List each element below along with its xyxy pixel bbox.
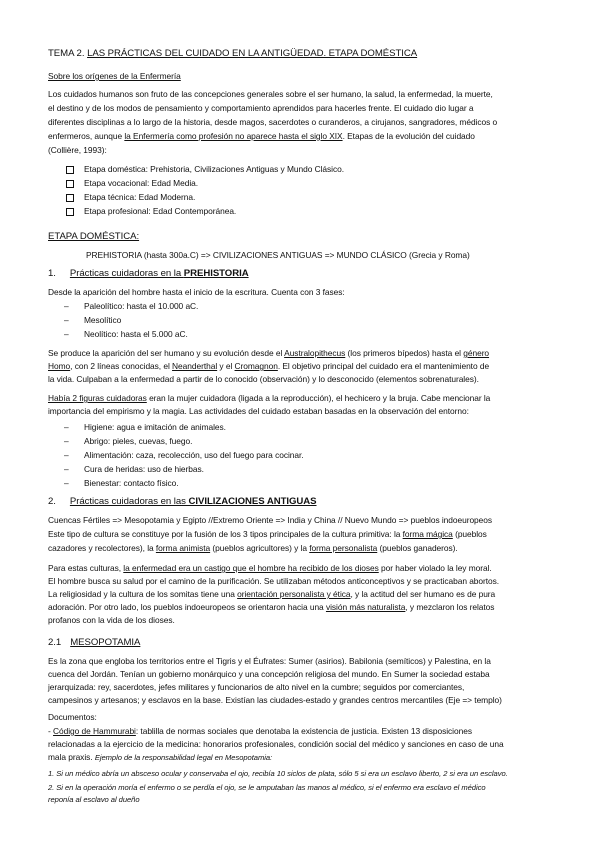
text-segment: (pueblos agricultores) y la bbox=[210, 543, 310, 553]
section-number: 2. bbox=[48, 496, 56, 507]
text-segment: Este tipo de cultura se constituye por la fusión de los 3 tipos principales de la cultura primitiva: la bbox=[48, 529, 403, 539]
section-2-1-heading bbox=[48, 637, 140, 648]
documents-label: Documentos: bbox=[48, 712, 97, 722]
code-line1 bbox=[48, 726, 472, 737]
section-2-p2-line2: El hombre busca su salud por el camino de la purificación. Se utilizaban métodos anticonceptivos y se practicaban abortos. bbox=[48, 576, 500, 586]
text-underlined: visión más naturalista bbox=[325, 602, 406, 612]
checkbox-icon bbox=[66, 208, 74, 216]
text-segment: , y mezclaron los relatos bbox=[405, 602, 495, 612]
stage-item: Etapa doméstica: Prehistoria, Civilizaciones Antiguas y Mundo Clásico. bbox=[84, 164, 344, 174]
text-segment: Prácticas cuidadoras en las bbox=[69, 496, 189, 507]
text-underlined: forma mágica bbox=[402, 529, 453, 539]
section-2-1-line2: cuenca del Jordán. Tenían un gobierno monárquico y una concepción religiosa del mundo. En Sumer la sociedad estaba bbox=[48, 669, 490, 679]
text-underlined: Homo bbox=[48, 361, 71, 371]
text-underlined: Había 2 figuras cuidadoras bbox=[48, 393, 147, 403]
text-segment: . El objetivo principal del cuidado era el mantenimiento de bbox=[277, 361, 490, 371]
section-2-p2-line3 bbox=[48, 589, 495, 600]
example-2-line1: 2. Si en la operación moría el enfermo o se perdía el ojo, se le amputaban las manos al médico, si el enfermo era esclavo el médico bbox=[48, 783, 486, 792]
text-segment: , y la actitud del ser humano es de pura bbox=[350, 589, 496, 599]
section-number: 2.1 bbox=[48, 637, 62, 648]
text-underlined: forma animista bbox=[155, 543, 211, 553]
section-2-p2-line4 bbox=[48, 602, 494, 613]
section-1-intro: Desde la aparición del hombre hasta el inicio de la escritura. Cuenta con 3 fases: bbox=[48, 287, 345, 297]
section-2-1-line1: Es la zona que engloba los territorios entre el Tigris y el Éufrates: Sumer (asirios). Babilonia (semíticos) y Palestina, en la bbox=[48, 656, 491, 666]
dash-bullet: – bbox=[64, 315, 69, 325]
text-underlined: la Enfermería como profesión no aparece hasta el siglo XIX bbox=[124, 131, 343, 141]
checkbox-icon bbox=[66, 180, 74, 188]
section-number: 1. bbox=[48, 268, 56, 279]
dash-bullet: – bbox=[64, 436, 69, 446]
text-segment: Prácticas cuidadoras en la bbox=[69, 268, 184, 279]
section-2-p2-line5: profanos con la vida de los dioses. bbox=[48, 615, 175, 625]
activity-item: Higiene: agua e imitación de animales. bbox=[84, 422, 226, 432]
title-prefix: TEMA 2. bbox=[48, 48, 88, 59]
text-underlined: Australopithecus bbox=[284, 348, 346, 358]
text-segment: y el bbox=[217, 361, 235, 371]
text-segment: . Etapas de la evolución del cuidado bbox=[342, 131, 475, 141]
section-1-p2-line3: la vida. Culpaban a la enfermedad a partir de lo conocido (observación) y lo desconocido (elementos sobrenaturales). bbox=[48, 374, 479, 384]
section-2-line2 bbox=[48, 529, 487, 540]
text-segment: eran la mujer cuidadora (ligada a la reproducción), el hechicero y la bruja. Cabe mencionar la bbox=[146, 393, 491, 403]
section-title bbox=[70, 268, 249, 279]
text-underlined: forma personalista bbox=[309, 543, 378, 553]
text-underlined: orientación personalista y ética bbox=[237, 589, 351, 599]
origins-heading: Sobre los orígenes de la Enfermería bbox=[48, 71, 181, 81]
origins-p1-line3: diferentes disciplinas a lo largo de la historia, desde magos, sacerdotes o curanderos, a cirujanos, sangradores, médicos o bbox=[48, 117, 498, 127]
text-italic: Ejemplo de la responsabilidad legal en Mesopotamia: bbox=[94, 753, 273, 762]
checkbox-icon bbox=[66, 194, 74, 202]
section-2-1-line4: campesinos y artesanos; y esclavos en la base. Existían las ciudades-estado y grandes centros mercantiles (Eje => templo) bbox=[48, 695, 502, 705]
text-underlined: Cromagnon bbox=[234, 361, 278, 371]
text-underlined: Neanderthal bbox=[172, 361, 218, 371]
origins-p1-line1: Los cuidados humanos son fruto de las concepciones generales sobre el ser humano, la salud, la enfermedad, la muerte, bbox=[48, 89, 493, 99]
stage-item: Etapa vocacional: Edad Media. bbox=[84, 178, 199, 188]
text-segment: - bbox=[48, 726, 54, 736]
origins-p1-line4 bbox=[48, 131, 475, 142]
example-2-line2: reponía al esclavo al dueño bbox=[48, 795, 140, 804]
section-1-p3-line1 bbox=[48, 393, 490, 404]
section-2-p2-line1 bbox=[48, 563, 492, 574]
section-2-line3 bbox=[48, 543, 458, 554]
section-2-1-line3: jerarquizada: rey, sacerdotes, jefes militares y funcionarios de alto nivel en la cumbre; seguidos por comerciantes, bbox=[48, 682, 465, 692]
text-segment: La religiosidad y la cultura de los somitas tiene una bbox=[48, 589, 238, 599]
section-1-p3-line2: importancia del empirismo y la magia. Las actividades del cuidado estaban basadas en la observación del entorno: bbox=[48, 406, 469, 416]
activity-item: Alimentación: caza, recolección, uso del fuego para cocinar. bbox=[84, 450, 304, 460]
text-segment: (pueblos ganaderos). bbox=[377, 543, 458, 553]
text-segment: (los primeros bípedos) hasta el bbox=[345, 348, 464, 358]
text-bold: PREHISTORIA bbox=[183, 268, 249, 279]
dash-bullet: – bbox=[64, 478, 69, 488]
dash-bullet: – bbox=[64, 422, 69, 432]
section-2-heading bbox=[48, 496, 317, 507]
stage-item: Etapa profesional: Edad Contemporánea. bbox=[84, 206, 237, 216]
title-main: LAS PRÁCTICAS DEL CUIDADO EN LA ANTIGÜEDAD. ETAPA DOMÉSTICA bbox=[87, 48, 418, 59]
checkbox-icon bbox=[66, 166, 74, 174]
text-segment: Para estas culturas, bbox=[48, 563, 124, 573]
phase-item: Mesolítico bbox=[84, 315, 122, 325]
example-1: 1. Si un médico abría un absceso ocular y conservaba el ojo, recibía 10 siclos de plata, sólo 5 si era un esclavo liberto, 2 si era un esclavo. bbox=[48, 769, 508, 778]
section-1-heading bbox=[48, 268, 249, 279]
activity-item: Abrigo: pieles, cuevas, fuego. bbox=[84, 436, 193, 446]
dash-bullet: – bbox=[64, 329, 69, 339]
section-1-p2-line2 bbox=[48, 361, 489, 372]
code-line2: relacionadas a la ejercicio de la medicina: honorarios profesionales, condición social del médico y sanciones en caso de una bbox=[48, 739, 504, 749]
text-underlined: género bbox=[463, 348, 490, 358]
section-2-line1: Cuencas Fértiles => Mesopotamia y Egipto //Extremo Oriente => India y China // Nuevo Mundo => pueblos indoeuropeos bbox=[48, 515, 493, 525]
text-underlined: la enfermedad era un castigo que el hombre ha recibido de los dioses bbox=[123, 563, 379, 573]
phase-item: Neolítico: hasta el 5.000 aC. bbox=[84, 329, 188, 339]
text-segment: (pueblos bbox=[452, 529, 487, 539]
text-segment: adoración. Por otro lado, los pueblos indoeuropeos se orientaron hacia una bbox=[48, 602, 326, 612]
domestic-heading: ETAPA DOMÉSTICA: bbox=[48, 231, 140, 242]
text-segment: por haber violado la ley moral. bbox=[378, 563, 492, 573]
activity-item: Bienestar: contacto físico. bbox=[84, 478, 179, 488]
stage-item: Etapa técnica: Edad Moderna. bbox=[84, 192, 196, 202]
activity-item: Cura de heridas: uso de hierbas. bbox=[84, 464, 204, 474]
section-1-p2-line1 bbox=[48, 348, 489, 359]
section-title bbox=[70, 496, 317, 507]
page-title bbox=[48, 48, 417, 59]
text-segment: mala praxis. bbox=[48, 752, 95, 762]
origins-p1-line5: (Collière, 1993): bbox=[48, 145, 107, 155]
section-title: MESOPOTAMIA bbox=[70, 637, 141, 648]
phase-item: Paleolítico: hasta el 10.000 aC. bbox=[84, 301, 199, 311]
domestic-timeline: PREHISTORIA (hasta 300a.C) => CIVILIZACIONES ANTIGUAS => MUNDO CLÁSICO (Grecia y Roma) bbox=[86, 250, 470, 260]
text-underlined: Código de Hammurabi bbox=[53, 726, 136, 736]
origins-p1-line2: el destino y de los modos de pensamiento y comportamiento aprendidos para hacerles frente. El cuidado dio lugar a bbox=[48, 103, 474, 113]
text-segment: enfermeros, aunque bbox=[48, 131, 125, 141]
code-line3 bbox=[48, 752, 272, 763]
dash-bullet: – bbox=[64, 301, 69, 311]
text-segment: Se produce la aparición del ser humano y su evolución desde el bbox=[48, 348, 285, 358]
text-segment: , con 2 líneas conocidas, el bbox=[70, 361, 173, 371]
dash-bullet: – bbox=[64, 450, 69, 460]
text-segment: cazadores y recolectores), la bbox=[48, 543, 156, 553]
text-segment: : tablilla de normas sociales que denotaba la existencia de justicia. Existen 13 disposiciones bbox=[135, 726, 472, 736]
text-bold: CIVILIZACIONES ANTIGUAS bbox=[188, 496, 317, 507]
dash-bullet: – bbox=[64, 464, 69, 474]
